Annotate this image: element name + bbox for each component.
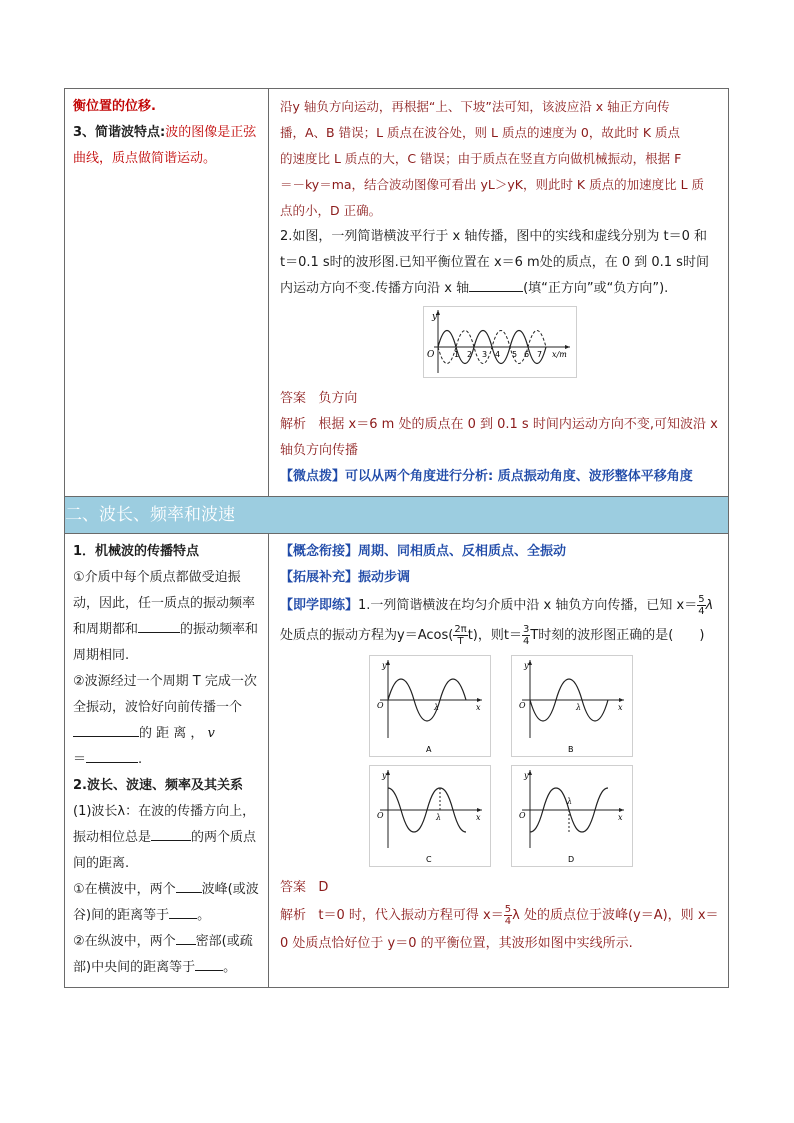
answer-block xyxy=(280,386,720,464)
tick-label: 3 xyxy=(482,350,488,359)
option-figures xyxy=(280,655,720,871)
option-label: B xyxy=(568,745,574,754)
prev-analysis xyxy=(280,94,720,224)
option-d-graph xyxy=(511,765,633,867)
fill-blank xyxy=(151,826,191,841)
y-axis-label: y xyxy=(524,661,529,670)
x-axis-label: x xyxy=(618,703,623,712)
option-a-graph xyxy=(369,655,491,757)
point-transverse: ①在横波中，两个 波峰(或波谷)间的距离等于 。 xyxy=(73,877,262,929)
x-axis-label: x/m xyxy=(552,350,567,359)
analysis-line: 轴负方向传播 xyxy=(280,443,359,458)
section-header-row xyxy=(65,497,729,534)
option-d[interactable] xyxy=(511,765,631,871)
question-line: 内运动方向不变.传播方向沿 x 轴 (填“正方向”或“负方向”). xyxy=(280,276,720,302)
analysis-line: 沿y 轴负方向运动，再根据“上、下坡”法可知，该波应沿 x 轴正方向传 xyxy=(280,99,670,114)
fill-blank xyxy=(176,930,196,945)
fill-blank xyxy=(169,904,197,919)
point-longitudinal: ②在纵波中，两个 密部(或疏部)中央间的距离等于 。 xyxy=(73,929,262,981)
tip-line: 【微点拨】可以从两个角度进行分析: 质点振动角度、波形整体平移角度 xyxy=(280,469,693,484)
fraction: $\frac{5}{4}$ xyxy=(504,904,512,927)
analysis-line: 解析 根据 x＝6 m 处的质点在 0 到 0.1 s 时间内运动方向不变,可知波沿 x xyxy=(280,417,718,432)
y-axis-label: y xyxy=(432,312,438,322)
y-axis-label: y xyxy=(524,771,529,780)
fill-blank xyxy=(73,722,139,737)
tick-label: 4 xyxy=(495,350,501,359)
lambda-label: λ xyxy=(436,813,442,822)
origin-label: O xyxy=(427,350,435,360)
point-2: ②波源经过一个周期 T 完成一次全振动，波恰好向前传播一个的 距 离 ， v ＝ . xyxy=(73,674,257,767)
option-label: A xyxy=(426,745,432,754)
analysis-line: 解析 t＝0 时，代入振动方程可得 x＝ $\frac{5}{4}$ λ 处的质点位于波峰(y＝A)，则 x＝ xyxy=(280,904,719,927)
wave-figure xyxy=(280,306,720,382)
practice-line-1: 【即学即练】1.一列简谐横波在均匀介质中沿 x 轴负方向传播，已知 x＝ $\frac{5}{4}$ λ xyxy=(280,594,714,617)
harmonic-wave-feature: 3、简谐波特点:波的图像是正弦曲线，质点做简谐运动。 xyxy=(73,125,257,166)
balance-position-line: 衡位置的位移. xyxy=(73,99,156,114)
lambda-label: λ xyxy=(567,797,573,806)
fill-blank xyxy=(176,878,202,893)
question-line: 2.如图，一列简谐横波平行于 x 轴传播，图中的实线和虚线分别为 t＝0 和 xyxy=(280,229,707,244)
origin-label: O xyxy=(519,701,526,710)
option-a[interactable] xyxy=(369,655,489,761)
analysis-line: ＝－ky＝ma，结合波动图像可看出 yL＞yK，则此时 K 质点的加速度比 L 质 xyxy=(280,177,705,192)
tick-label: 2 xyxy=(467,350,473,359)
extension-line: 【拓展补充】振动步调 xyxy=(280,570,411,585)
section2-left-cell xyxy=(65,534,269,988)
x-axis-label: x xyxy=(476,813,481,822)
answer-block-2 xyxy=(280,875,720,957)
fill-blank xyxy=(138,618,180,633)
analysis-line: 点的小，D 正确。 xyxy=(280,203,382,218)
heading-propagation: 1．机械波的传播特点 xyxy=(73,544,200,559)
x-axis-label: x xyxy=(476,703,481,712)
section-title: 二、波长、频率和波速 xyxy=(65,497,729,534)
answer-blank xyxy=(469,277,523,292)
lambda-label: λ xyxy=(576,703,582,712)
worksheet xyxy=(64,88,728,988)
top-left-cell xyxy=(65,89,269,497)
analysis-line: 0 处质点恰好位于 y＝0 的平衡位置，其波形如图中实线所示. xyxy=(280,936,633,951)
origin-label: O xyxy=(377,811,384,820)
practice-line-2: 处质点的振动方程为y＝Acos( $\frac{2\pi}{T}$ t)，则t＝ $\frac{3}{4}$ T时刻的波形图正确的是( ) xyxy=(280,624,705,647)
point-wavelength: (1)波长λ：在波的传播方向上，振动相位总是 的两个质点间的距离. xyxy=(73,804,257,871)
fraction: $\frac{3}{4}$ xyxy=(522,624,530,647)
analysis-line: 的速度比 L 质点的大，C 错误；由于质点在竖直方向做机械振动，根据 F xyxy=(280,151,682,166)
option-label: D xyxy=(568,855,575,864)
content-table xyxy=(64,88,729,988)
point-1: ①介质中每个质点都做受迫振动，因此，任一质点的振动频率和周期都和 的振动频率和周期相同. xyxy=(73,570,259,663)
top-right-cell xyxy=(269,89,729,497)
concept-line: 【概念衔接】周期、同相质点、反相质点、全振动 xyxy=(280,544,567,559)
fraction: $\frac{2\pi}{T}$ xyxy=(454,624,467,647)
option-b[interactable] xyxy=(511,655,631,761)
origin-label: O xyxy=(519,811,526,820)
analysis-line: 播，A、B 错误；L 质点在波谷处，则 L 质点的速度为 0，故此时 K 质点 xyxy=(280,125,681,140)
top-row xyxy=(65,89,729,497)
section2-row xyxy=(65,534,729,988)
answer-line: 答案 负方向 xyxy=(280,391,358,406)
fill-blank xyxy=(86,748,138,763)
heading-relation: 2.波长、波速、频率及其关系 xyxy=(73,778,243,793)
tick-label: 5 xyxy=(512,350,518,359)
lambda-label: λ xyxy=(434,703,440,712)
fill-blank xyxy=(195,956,223,971)
option-label: C xyxy=(426,855,432,864)
option-c[interactable] xyxy=(369,765,489,871)
fraction: $\frac{5}{4}$ xyxy=(698,594,705,617)
option-c-graph xyxy=(369,765,491,867)
y-axis-label: y xyxy=(382,661,387,670)
x-axis-label: x xyxy=(618,813,623,822)
section2-right-cell xyxy=(269,534,729,988)
question-line: t＝0.1 s时的波形图.已知平衡位置在 x＝6 m处的质点，在 0 到 0.1 s时间 xyxy=(280,255,709,270)
y-axis-label: y xyxy=(382,771,387,780)
tick-label: 6 xyxy=(524,350,530,359)
question-2 xyxy=(280,224,720,302)
origin-label: O xyxy=(377,701,384,710)
tick-label: 1 xyxy=(454,350,460,359)
tick-label: 7 xyxy=(537,350,543,359)
option-b-graph xyxy=(511,655,633,757)
wave-diagram xyxy=(423,306,577,378)
answer-line: 答案 D xyxy=(280,880,329,895)
